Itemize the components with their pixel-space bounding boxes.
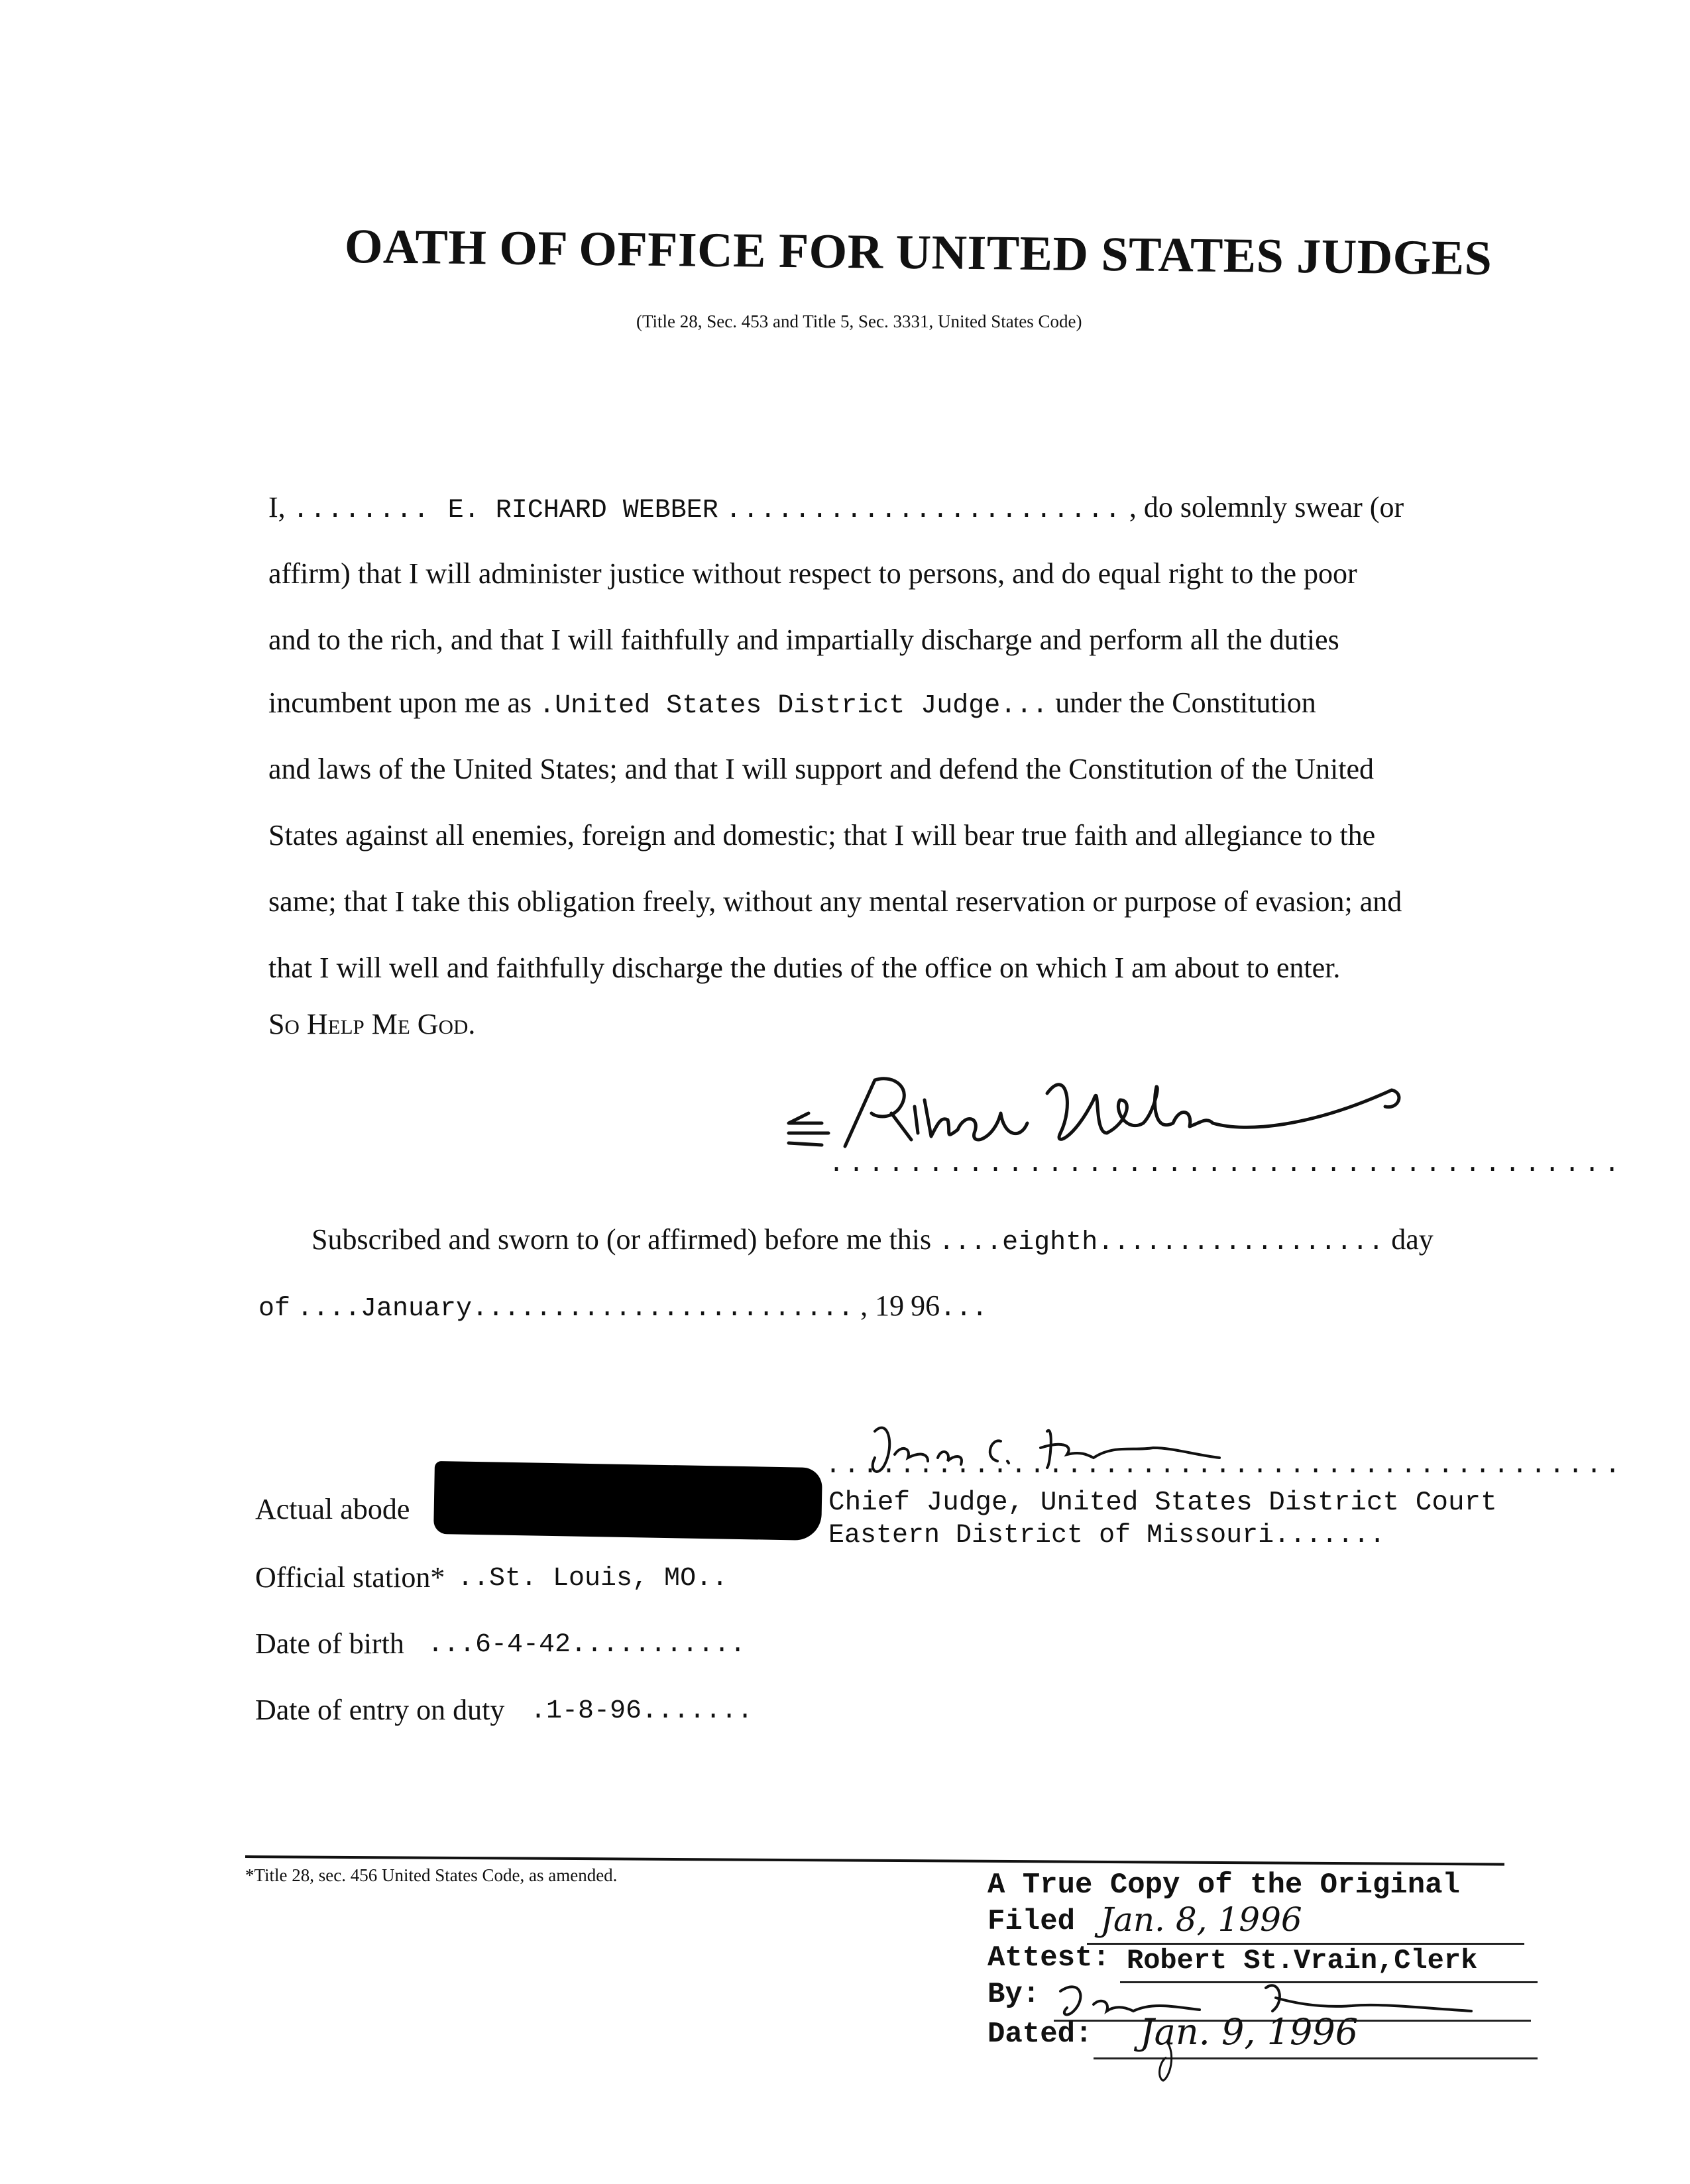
- official-station-field: [457, 1564, 728, 1594]
- filed-label: Filed: [987, 1905, 1076, 1938]
- year-prefix: , 19: [860, 1289, 905, 1322]
- attest-label: Attest:: [987, 1941, 1110, 1975]
- document-title: OATH OF OFFICE FOR UNITED STATES JUDGES: [344, 219, 1493, 286]
- date-of-entry-label: Date of entry on duty: [255, 1694, 505, 1726]
- date-of-entry-value: 1-8-96: [546, 1696, 642, 1726]
- by-label: By:: [987, 1978, 1041, 2011]
- leader-dots: ....: [938, 1228, 1003, 1258]
- dated-value: Jan. 9, 1996: [1140, 2011, 1359, 2053]
- oath-line-3: and to the rich, and that I will faithfully and impartially discharge and perform all the duties: [268, 624, 1339, 656]
- leader-dots: .......: [642, 1696, 754, 1726]
- actual-abode-label: Actual abode: [255, 1493, 410, 1525]
- oath-closing: So Help Me God.: [268, 1008, 476, 1040]
- leader-dots: ...: [427, 1630, 476, 1660]
- position-value: United States District Judge: [555, 691, 1001, 721]
- leader-dots: ....: [297, 1294, 361, 1324]
- oath-line-1-end: , do solemnly swear (or: [1129, 491, 1404, 523]
- day-word: day: [1391, 1223, 1434, 1256]
- handwritten-flourish: [1153, 2041, 1180, 2087]
- date-of-birth-label: Date of birth: [255, 1627, 404, 1660]
- signature-line: ........................................: [828, 1150, 1624, 1179]
- oath-leader-dots: .: [539, 691, 555, 721]
- of-word: of: [258, 1294, 291, 1324]
- month-value: January: [361, 1294, 473, 1324]
- oath-line-2: affirm) that I will administer justice without respect to persons, and do equal right to the poor: [268, 557, 1357, 590]
- oath-leader-dots: .......................: [725, 496, 1122, 525]
- chief-signature-line: ...........................................: [825, 1451, 1624, 1481]
- officer-district: Eastern District of Missouri: [828, 1521, 1274, 1551]
- oath-line-7: same; that I take this obligation freely, without any mental reservation or purpose of evasion; and: [268, 885, 1402, 918]
- judge-name-value: E. RICHARD WEBBER: [447, 496, 718, 525]
- oath-line-1: [268, 490, 1528, 525]
- leader-dots: .: [530, 1696, 547, 1726]
- month-year-line: [258, 1289, 987, 1324]
- footer-rule: [245, 1855, 1504, 1866]
- date-of-entry-field: [530, 1696, 753, 1726]
- leader-dots: ..................: [1098, 1228, 1384, 1258]
- oath-line-5: and laws of the United States; and that I will support and defend the Constitution of the United: [268, 753, 1375, 785]
- oath-line-4-start: incumbent upon me as: [268, 686, 532, 719]
- oath-line-4-end: under the Constitution: [1055, 686, 1316, 719]
- leader-dots: ..: [696, 1564, 728, 1594]
- certification-heading: A True Copy of the Original: [987, 1869, 1460, 1902]
- oath-line-6: States against all enemies, foreign and domestic; that I will bear true faith and allegiance to the: [268, 819, 1376, 851]
- oath-line-8: that I will well and faithfully discharge the duties of the office on which I am about to enter.: [268, 952, 1341, 984]
- day-value: eighth: [1002, 1228, 1098, 1258]
- leader-dots: ...: [940, 1294, 988, 1324]
- officer-title-line-1: Chief Judge, United States District Court: [828, 1488, 1497, 1518]
- oath-leader-dots: ...: [1000, 691, 1048, 721]
- official-station-value: St. Louis, MO: [489, 1564, 697, 1594]
- date-of-birth-field: [427, 1630, 746, 1660]
- oath-leader-dots: ........: [292, 496, 448, 525]
- filed-value: Jan. 8, 1996: [1100, 1900, 1302, 1939]
- oath-line-4: [268, 686, 1528, 721]
- leader-dots: ..: [457, 1564, 490, 1594]
- leader-dots: ...........: [571, 1630, 746, 1660]
- year-value: 96: [911, 1289, 940, 1322]
- oath-intro: I,: [268, 491, 286, 523]
- dated-label: Dated:: [987, 2018, 1093, 2051]
- attest-value: Robert St.Vrain,Clerk: [1127, 1945, 1478, 1977]
- leader-dots: ........................: [472, 1294, 854, 1324]
- leader-dots: .......: [1274, 1521, 1386, 1551]
- document-citation: (Title 28, Sec. 453 and Title 5, Sec. 3331, United States Code): [636, 311, 1082, 331]
- date-of-birth-value: 6-4-42: [475, 1630, 571, 1660]
- redacted-address: [433, 1461, 822, 1541]
- subscribed-line: [311, 1223, 1434, 1258]
- officer-title-line-2: [828, 1521, 1385, 1551]
- subscribed-text: Subscribed and sworn to (or affirmed) before me this: [311, 1223, 932, 1256]
- official-station-label: Official station*: [255, 1561, 445, 1594]
- footnote: *Title 28, sec. 456 United States Code, as amended.: [245, 1865, 618, 1885]
